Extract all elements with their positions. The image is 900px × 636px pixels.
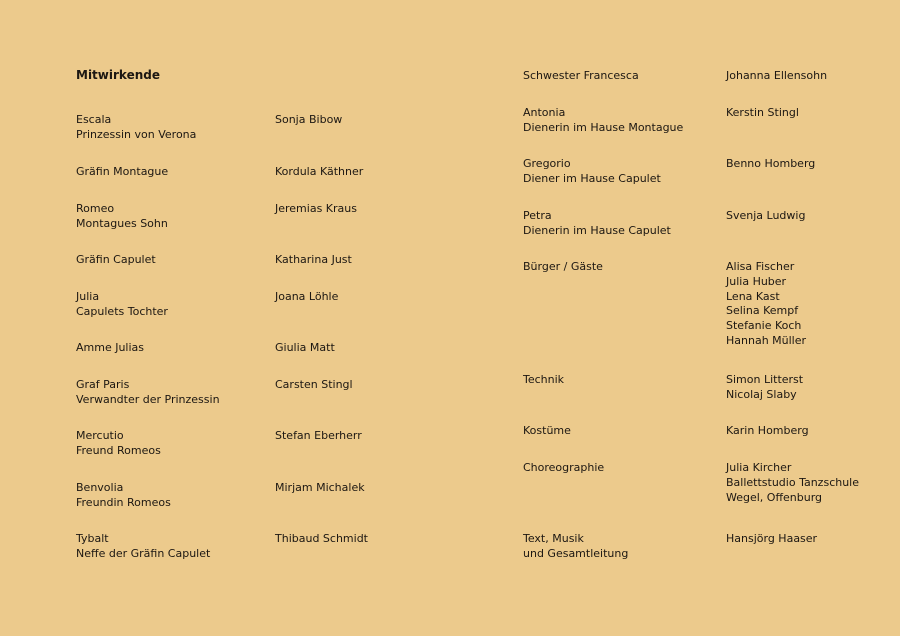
role-line: Gräfin Capulet [76, 253, 156, 266]
role-line: Julia [76, 290, 100, 303]
performer-name: Nicolaj Slaby [726, 387, 797, 401]
role-label [76, 202, 168, 232]
role-line: Prinzessin von Verona [76, 127, 197, 141]
performer-names [275, 253, 352, 268]
performer-name: Svenja Ludwig [726, 209, 806, 222]
role-line: Romeo [76, 202, 115, 215]
role-line: Mercutio [76, 429, 124, 442]
role-line: Montagues Sohn [76, 216, 168, 230]
role-label [76, 378, 220, 408]
role-line: Bürger / Gäste [523, 260, 603, 273]
performer-names [275, 202, 357, 217]
role-line: Graf Paris [76, 378, 130, 391]
performer-names [275, 113, 342, 128]
role-line: Escala [76, 113, 112, 126]
performer-names [726, 461, 859, 505]
role-label [76, 165, 168, 180]
performer-names [726, 106, 799, 121]
role-line: Neffe der Gräfin Capulet [76, 546, 211, 560]
performer-names [275, 481, 365, 496]
role-line: Freund Romeos [76, 443, 161, 457]
role-line: Choreographie [523, 461, 605, 474]
role-line: Dienerin im Hause Montague [523, 120, 684, 134]
performer-name: Giulia Matt [275, 341, 335, 354]
section-heading: Mitwirkende [76, 68, 160, 82]
performer-names [275, 378, 353, 393]
performer-names [726, 69, 827, 84]
performer-name: Karin Homberg [726, 424, 809, 437]
role-line: Antonia [523, 106, 566, 119]
performer-name: Benno Homberg [726, 157, 816, 170]
performer-names [275, 165, 363, 180]
role-line: Amme Julias [76, 341, 145, 354]
performer-names [726, 260, 806, 349]
role-label [523, 461, 604, 476]
role-line: Tybalt [76, 532, 109, 545]
role-label [76, 481, 171, 511]
performer-name: Sonja Bibow [275, 113, 343, 126]
performer-name: Ballettstudio Tanzschule [726, 475, 860, 489]
performer-name: Wegel, Offenburg [726, 490, 823, 504]
performer-names [726, 157, 815, 172]
performer-name: Kordula Käthner [275, 165, 364, 178]
role-label [76, 290, 168, 320]
performer-name: Mirjam Michalek [275, 481, 365, 494]
role-label [523, 69, 639, 84]
role-label [523, 157, 661, 187]
role-line: Petra [523, 209, 552, 222]
performer-name: Carsten Stingl [275, 378, 353, 391]
performer-name: Simon Litterst [726, 373, 804, 386]
performer-name: Julia Huber [726, 274, 787, 288]
performer-names [275, 429, 362, 444]
role-line: und Gesamtleitung [523, 546, 629, 560]
role-line: Kostüme [523, 424, 571, 437]
performer-name: Stefan Eberherr [275, 429, 362, 442]
role-label [523, 532, 628, 562]
performer-name: Kerstin Stingl [726, 106, 799, 119]
role-label [523, 106, 683, 136]
performer-name: Katharina Just [275, 253, 352, 266]
performer-name: Alisa Fischer [726, 260, 795, 273]
performer-name: Lena Kast [726, 289, 780, 303]
role-label [76, 341, 144, 356]
role-label [523, 373, 564, 388]
role-line: Benvolia [76, 481, 124, 494]
role-label [76, 532, 210, 562]
role-line: Gräfin Montague [76, 165, 169, 178]
role-line: Diener im Hause Capulet [523, 171, 661, 185]
performer-name: Julia Kircher [726, 461, 792, 474]
performer-name: Thibaud Schmidt [275, 532, 368, 545]
role-label [76, 429, 161, 459]
role-line: Freundin Romeos [76, 495, 171, 509]
performer-names [275, 290, 338, 305]
performer-names [726, 532, 817, 547]
performer-names [275, 341, 335, 356]
performer-name: Hansjörg Haaser [726, 532, 818, 545]
performer-names [726, 209, 805, 224]
role-label [523, 260, 603, 275]
performer-name: Stefanie Koch [726, 319, 802, 333]
role-line: Verwandter der Prinzessin [76, 392, 220, 406]
role-label [523, 209, 671, 239]
role-line: Text, Musik [523, 532, 584, 545]
role-label [523, 424, 571, 439]
role-label [76, 113, 196, 143]
performer-name: Joana Löhle [275, 290, 339, 303]
role-line: Dienerin im Hause Capulet [523, 223, 671, 237]
performer-name: Johanna Ellensohn [726, 69, 828, 82]
performer-name: Jeremias Kraus [275, 202, 357, 215]
role-line: Capulets Tochter [76, 304, 168, 318]
performer-names [726, 373, 803, 403]
role-line: Gregorio [523, 157, 571, 170]
role-label [76, 253, 156, 268]
performer-names [275, 532, 368, 547]
performer-name: Hannah Müller [726, 333, 807, 347]
performer-names [726, 424, 809, 439]
performer-name: Selina Kempf [726, 304, 799, 318]
role-line: Schwester Francesca [523, 69, 639, 82]
role-line: Technik [523, 373, 565, 386]
